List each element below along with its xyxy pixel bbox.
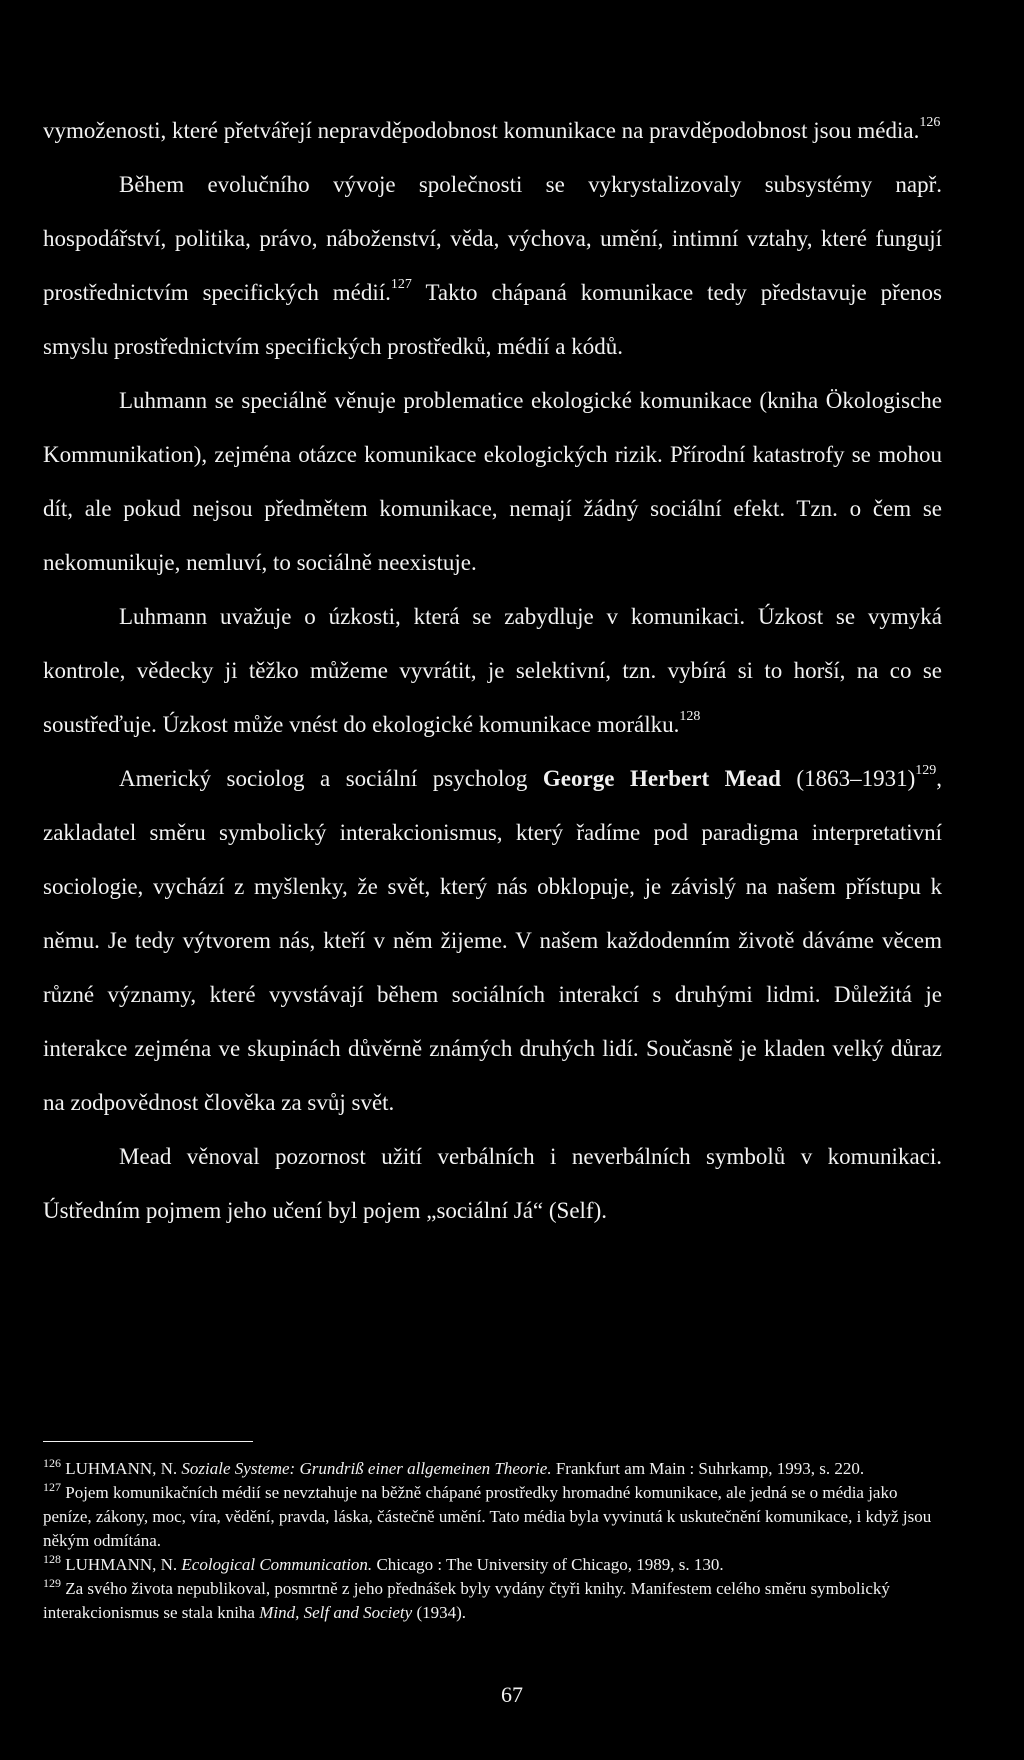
footnote-fn126 xyxy=(43,1457,942,1481)
text-run: Luhmann se speciálně věnuje problematice ekologické komunikace (kniha Ökologische Kommunikation), zejména otázce komunikace ekologických rizik. Přírodní katastrofy se mohou dít, ale pokud nejsou předmětem komunikace, nemají žádný sociální efekt. Tzn. o čem se nekomunikuje, nemluví, to sociálně neexistuje. xyxy=(43,388,942,575)
footnote-ref: 129 xyxy=(43,1576,61,1590)
text-run: LUHMANN, N. xyxy=(61,1459,182,1478)
text-run: Luhmann uvažuje o úzkosti, která se zabydluje v komunikaci. Úzkost se vymyká kontrole, vědecky ji těžko můžeme vyvrátit, je selektivní, tzn. vybírá si to horší, na co se soustřeďuje. Úzkost může vnést do ekologické komunikace morálku. xyxy=(43,604,942,737)
footnote-fn127 xyxy=(43,1481,942,1553)
page-number: 67 xyxy=(501,1682,523,1707)
paragraph-p2 xyxy=(43,158,942,374)
footnote-ref: 126 xyxy=(919,115,941,130)
italic-title: Mind, Self and Society xyxy=(259,1603,413,1622)
text-run: Americký sociolog a sociální psycholog xyxy=(119,766,543,791)
footnote-ref: 127 xyxy=(390,277,412,292)
text-run: Mead věnoval pozornost užití verbálních i neverbálních symbolů v komunikaci. Ústředním pojmem jeho učení byl pojem „sociální Já“ (Self). xyxy=(43,1144,942,1223)
footnote-ref: 126 xyxy=(43,1456,61,1470)
bold-name: George Herbert Mead xyxy=(542,766,781,791)
text-run: LUHMANN, N. xyxy=(61,1555,182,1574)
italic-title: Ecological Communication. xyxy=(181,1555,373,1574)
paragraph-p5 xyxy=(43,752,942,1130)
text-run: Chicago : The University of Chicago, 1989, s. 130. xyxy=(372,1555,724,1574)
footnote-ref: 127 xyxy=(43,1480,61,1494)
footnote-fn128 xyxy=(43,1553,942,1577)
paragraph-p4 xyxy=(43,590,942,752)
text-run: vymoženosti, které přetvářejí nepravděpodobnost komunikace na pravděpodobnost jsou média. xyxy=(43,118,920,143)
footnote-fn129 xyxy=(43,1577,942,1625)
footnote-ref: 128 xyxy=(43,1552,61,1566)
italic-title: Soziale Systeme: Grundriß einer allgemeinen Theorie. xyxy=(181,1459,552,1478)
text-run: Pojem komunikačních médií se nevztahuje na běžně chápané prostředky hromadné komunikace, ale jedná se o média jako peníze, zákony, moc, víra, vědění, pravda, láska, částečně umění. Tato média byla vyvinutá k uskutečnění komunikace, i když jsou někým odmítána. xyxy=(43,1483,932,1550)
paragraph-p3 xyxy=(43,374,942,590)
text-run: Frankfurt am Main : Suhrkamp, 1993, s. 220. xyxy=(551,1459,865,1478)
text-run: Během evolučního vývoje společnosti se vykrystalizovaly subsystémy např. hospodářství, politika, právo, náboženství, věda, výchova, umění, intimní vztahy, které fungují prostřednictvím specifických médií. xyxy=(43,172,942,305)
paragraph-p6 xyxy=(43,1130,942,1238)
footnotes xyxy=(43,1457,942,1625)
footnote-separator xyxy=(43,1441,253,1442)
body-text xyxy=(43,104,942,1238)
text-run: Za svého života nepublikoval, posmrtně z jeho přednášek byly vydány čtyři knihy. Manifestem celého směru symbolický interakcionismus se stala kniha xyxy=(43,1579,890,1622)
text-run: (1863–1931) xyxy=(780,766,916,791)
footnote-ref: 129 xyxy=(915,763,937,778)
footnote-ref: 128 xyxy=(679,709,701,724)
text-run: (1934). xyxy=(412,1603,467,1622)
text-run: , zakladatel směru symbolický interakcionismus, který řadíme pod paradigma interpretativní sociologie, vychází z myšlenky, že svět, který nás obklopuje, je závislý na našem přístupu k němu. Je tedy výtvorem nás, kteří v něm žijeme. V našem každodenním životě dáváme věcem různé významy, které vyvstávají během sociálních interakcí s druhými lidmi. Důležitá je interakce zejména ve skupinách důvěrně známých druhých lidí. Současně je kladen velký důraz na zodpovědnost člověka za svůj svět. xyxy=(43,766,942,1115)
text-run: Takto chápaná komunikace tedy představuje přenos smyslu prostřednictvím specifických prostředků, médií a kódů. xyxy=(43,280,942,359)
paragraph-p1 xyxy=(43,104,942,158)
